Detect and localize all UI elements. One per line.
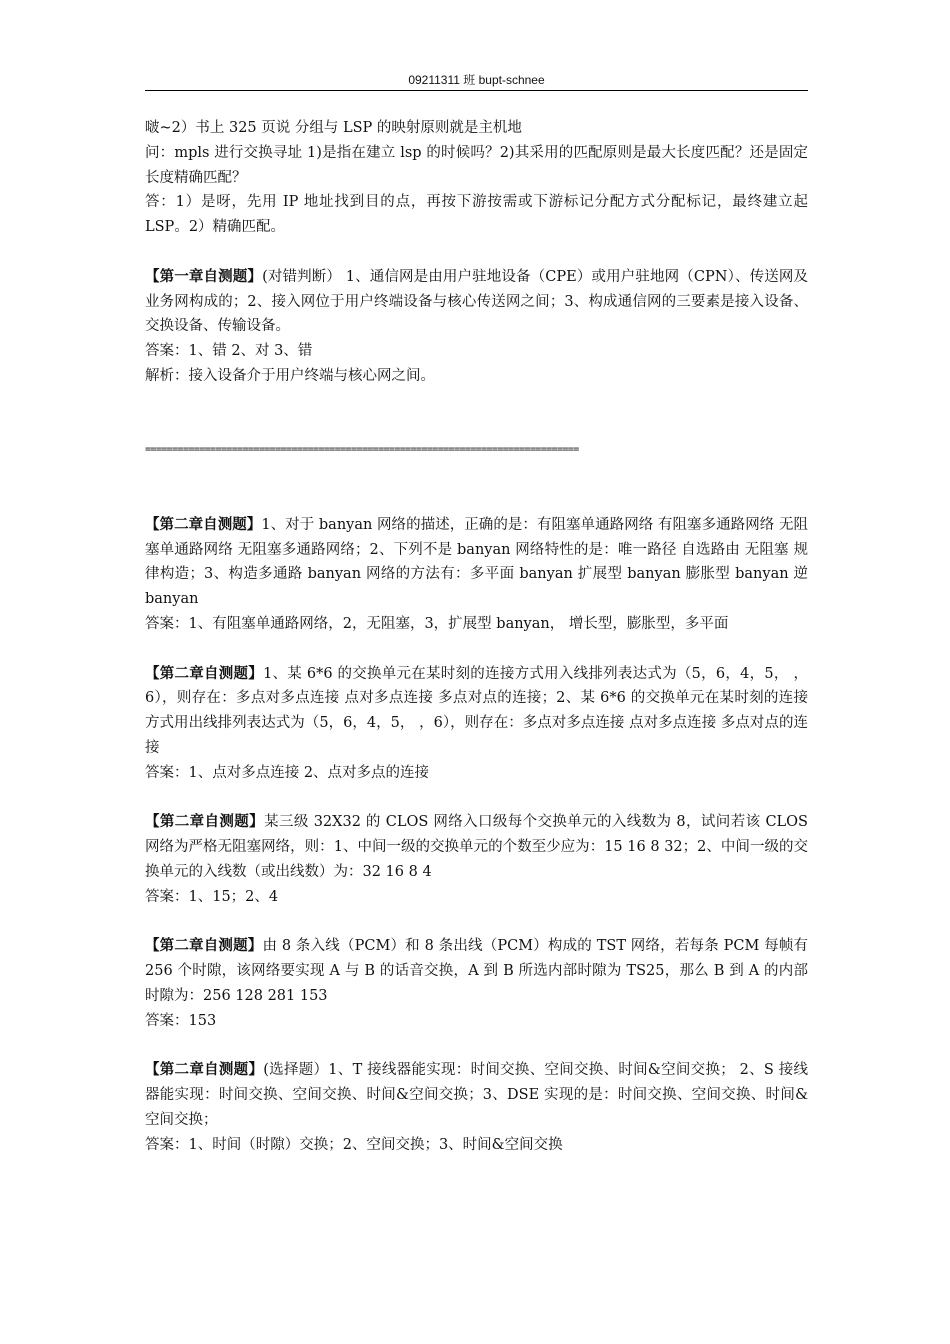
ch2-q2 (145, 662, 808, 761)
ch2-q5-text: (选择题）1、T 接线器能实现：时间交换、空间交换、时间&空间交换； 2、S 接线器能实现：时间交换、空间交换、时间&空间交换；3、DSE 实现的是：时间交换、空间交换、时间&空间交换； (145, 1062, 808, 1128)
ch2-q3-answer: 答案：1、15；2、4 (145, 888, 279, 905)
ch2-q4-answer: 答案：153 (145, 1012, 217, 1029)
ch2-tag: 【第二章自测题】 (145, 937, 263, 955)
intro-question: 问：mpls 进行交换寻址 1)是指在建立 lsp 的时候吗？2)其采用的匹配原则是最大长度匹配？还是固定长度精确匹配？ (145, 144, 808, 186)
ch2-tag: 【第二章自测题】 (145, 664, 264, 682)
ch1-question (145, 265, 808, 339)
spacer (145, 463, 808, 513)
ch1-analysis: 解析：接入设备介于用户终端与核心网之间。 (145, 367, 435, 384)
ch2-tag: 【第二章自测题】 (145, 1061, 264, 1079)
spacer (145, 389, 808, 439)
ch2-q4-text: 由 8 条入线（PCM）和 8 条出线（PCM）构成的 TST 网络，若每条 PCM 每帧有 256 个时隙，该网络要实现 A 与 B 的话音交换，A 到 B 所选内部时隙为 TS25，那么 B 到 A 的内部时隙为：256 128 281 153 (145, 938, 809, 1004)
intro-line: 啵~2）书上 325 页说 分组与 LSP 的映射原则就是主机地 (145, 120, 522, 136)
ch2-tag: 【第二章自测题】 (145, 813, 265, 831)
ch2-q5-answer: 答案：1、时间（时隙）交换；2、空间交换；3、时间&空间交换 (145, 1136, 563, 1153)
intro-answer: 答：1）是呀，先用 IP 地址找到目的点，再按下游按需或下游标记分配方式分配标记，最终建立起 LSP。2）精确匹配。 (145, 194, 808, 236)
ch2-q5 (145, 1058, 808, 1132)
ch2-q4 (145, 934, 808, 1008)
ch1-text: (对错判断） 1、通信网是由用户驻地设备（CPE）或用户驻地网（CPN）、传送网及业务网构成的；2、接入网位于用户终端设备与核心传送网之间；3、构成通信网的三要素是接入设备、交换设备、传输设备。 (145, 268, 809, 335)
spacer (145, 240, 808, 265)
page-header: 09211311 班 bupt-schnee (145, 72, 808, 91)
ch2-q3 (145, 810, 808, 884)
ch2-tag: 【第二章自测题】 (145, 515, 262, 533)
spacer (145, 1033, 808, 1058)
ch1-answer: 答案：1、错 2、对 3、错 (145, 343, 313, 360)
ch2-q3-text: 某三级 32X32 的 CLOS 网络入口级每个交换单元的入线数为 8，试问若该 CLOS 网络为严格无阻塞网络，则：1、中间一级的交换单元的个数至少应为：15 16 8 32；2、中间一级的交换单元的入线数（或出线数）为：32 16 8 4 (145, 814, 808, 880)
spacer (145, 910, 808, 935)
document-body (145, 116, 808, 1157)
ch2-q1 (145, 513, 808, 612)
ch2-q2-text: 1、某 6*6 的交换单元在某时刻的连接方式用入线排列表达式为（5，6，4，5， ，6），则存在：多点对多点连接 点对多点连接 多点对点的连接；2、某 6*6 的交换单元在某时刻的连接方式用出线排列表达式为（5，6，4，5， ，6），则存在：多点对多点连接 点对多点连接 多点对点的连接 (145, 665, 808, 756)
ch1-tag: 【第一章自测题】 (145, 267, 263, 285)
section-divider: ================================================================================ (145, 444, 579, 456)
ch2-q2-answer: 答案：1、点对多点连接 2、点对多点的连接 (145, 764, 430, 781)
ch2-q1-answer: 答案：1、有阻塞单通路网络，2，无阻塞，3，扩展型 banyan， 增长型，膨胀型，多平面 (145, 615, 729, 632)
spacer (145, 637, 808, 662)
ch2-q1-text: 1、对于 banyan 网络的描述，正确的是：有阻塞单通路网络 有阻塞多通路网络 无阻塞单通路网络 无阻塞多通路网络；2、下列不是 banyan 网络特性的是：唯一路径 自选路由 无阻塞 规律构造；3、构造多通路 banyan 网络的方法有：多平面 banyan 扩展型 banyan 膨胀型 banyan 逆 banyan (145, 516, 808, 608)
spacer (145, 786, 808, 811)
